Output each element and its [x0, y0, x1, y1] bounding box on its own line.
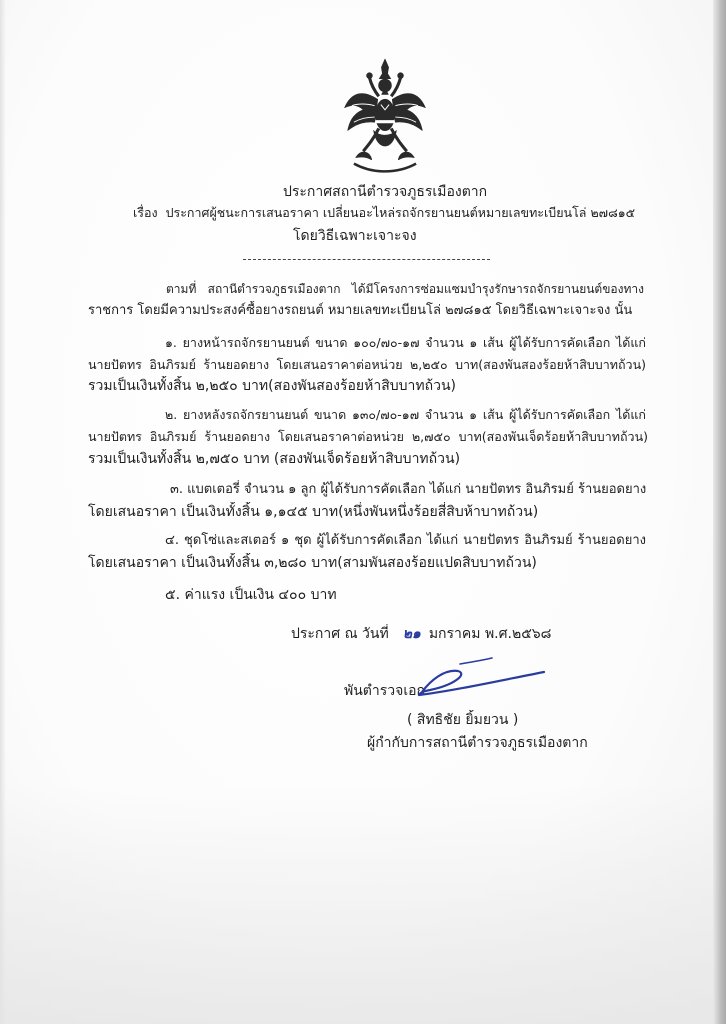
header-divider	[243, 259, 490, 260]
scan-bottom-shading	[0, 784, 726, 1024]
intro-line: ราชการ โดยมีความประสงค์ซื้อยางรถยนต์ หมายเลขทะเบียนโล่ ๒๗๘๑๕ โดยวิธีเฉพาะเจาะจง นั้น	[88, 303, 633, 318]
date-day-handwritten: ๒๑	[402, 626, 421, 642]
signer-position: ผู้กำกับการสถานีตำรวจภูธรเมืองตาก	[367, 735, 588, 751]
announcement-date	[291, 624, 650, 644]
procurement-method: โดยวิธีเฉพาะเจาะจง	[293, 228, 417, 244]
handwritten-signature	[400, 650, 560, 710]
scan-edge-shadow-right	[713, 0, 726, 1024]
date-month-year: มกราคม พ.ศ.๒๕๖๘	[428, 626, 552, 642]
item-3-line: ๓. แบตเตอรี่ จำนวน ๑ ลูก ผู้ได้รับการคัดเลือก ได้แก่ นายปัตทร อินภิรมย์ ร้านยอดยาง	[170, 482, 646, 497]
agency-title: ประกาศสถานีตำรวจภูธรเมืองตาก	[283, 184, 488, 200]
subject-line	[133, 203, 650, 223]
item-2-line: นายปัตทร อินภิรมย์ ร้านยอดยาง โดยเสนอราคาต่อหน่วย ๒,๗๕๐ บาท(สองพันเจ็ดร้อยห้าสิบบาทถ้วน)	[88, 429, 648, 444]
item-4-line: โดยเสนอราคา เป็นเงินทั้งสิ้น ๓,๒๘๐ บาท(สามพันสองร้อยแปดสิบบาทถ้วน)	[88, 555, 537, 571]
item-1-line: นายปัตทร อินภิรมย์ ร้านยอดยาง โดยเสนอราคาต่อหน่วย ๒,๒๕๐ บาท(สองพันสองร้อยห้าสิบบาทถ้วน)	[88, 357, 646, 372]
intro-line: ตามที่ สถานีตำรวจภูธรเมืองตาก ได้มีโครงการซ่อมแซมบำรุงรักษารถจักรยานยนต์ของทาง	[166, 282, 644, 296]
signer-rank: พันตำรวจเอก	[344, 683, 426, 699]
garuda-emblem-icon	[343, 58, 427, 174]
subject-label: เรื่อง	[133, 205, 158, 220]
item-1-line: รวมเป็นเงินทั้งสิ้น ๒,๒๕๐ บาท(สองพันสองร้อยห้าสิบบาทถ้วน)	[88, 378, 456, 394]
signer-name: ( สิทธิชัย ยิ้มยวน )	[407, 712, 519, 728]
item-2-line: ๒. ยางหลังรถจักรยานยนต์ ขนาด ๑๓๐/๗๐-๑๗ จำนวน ๑ เส้น ผู้ได้รับการคัดเลือก ได้แก่	[165, 407, 646, 422]
item-4-line: ๔. ชุดโซ่และสเตอร์ ๑ ชุด ผู้ได้รับการคัดเลือก ได้แก่ นายปัตทร อินภิรมย์ ร้านยอดยาง	[165, 533, 646, 548]
item-1-line: ๑. ยางหน้ารถจักรยานยนต์ ขนาด ๑๐๐/๗๐-๑๗ จำนวน ๑ เส้น ผู้ได้รับการคัดเลือก ได้แก่	[165, 335, 646, 350]
subject-text: ประกาศผู้ชนะการเสนอราคา เปลี่ยนอะไหล่รถจักรยานยนต์หมายเลขทะเบียนโล่ ๒๗๘๑๕	[165, 205, 636, 220]
date-prefix: ประกาศ ณ วันที่	[291, 626, 389, 642]
item-2-line: รวมเป็นเงินทั้งสิ้น ๒,๗๕๐ บาท (สองพันเจ็ดร้อยห้าสิบบาทถ้วน)	[88, 451, 461, 467]
item-5-line: ๕. ค่าแรง เป็นเงิน ๔๐๐ บาท	[165, 587, 337, 603]
item-3-line: โดยเสนอราคา เป็นเงินทั้งสิ้น ๑,๑๔๕ บาท(หนึ่งพันหนึ่งร้อยสี่สิบห้าบาทถ้วน)	[88, 504, 539, 520]
